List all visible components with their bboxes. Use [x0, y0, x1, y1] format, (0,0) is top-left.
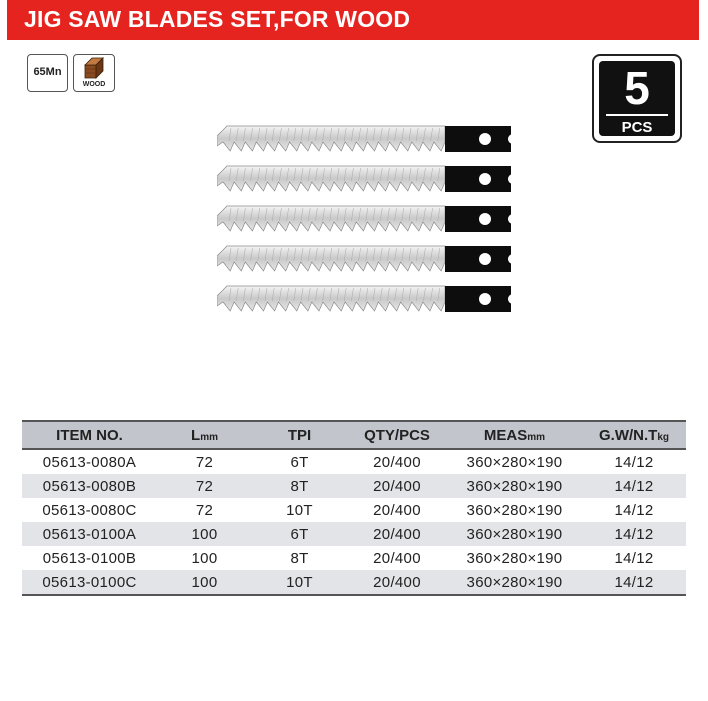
item-number: 05613-0080B [22, 474, 157, 498]
product-image [217, 124, 515, 320]
meas-cell: 360×280×190 [447, 570, 582, 595]
saw-blade [217, 166, 515, 192]
pack-unit: PCS [621, 119, 653, 136]
application-label: WOOD [82, 81, 106, 88]
weight-cell: 14/12 [582, 570, 686, 595]
saw-blade [217, 206, 515, 232]
saw-blade [217, 126, 515, 152]
weight-cell: 14/12 [614, 501, 654, 519]
meas-cell: 360×280×190 [447, 474, 582, 498]
tpi-cell: 8T [252, 474, 347, 498]
length-cell: 100 [157, 522, 252, 546]
pack-count-badge [592, 54, 682, 143]
item-number: 05613-0100B [42, 549, 137, 567]
table-row [22, 570, 686, 595]
column-header: G.W/N.Tkg [582, 421, 686, 449]
item-number: 05613-0100A [22, 522, 157, 546]
column-header: Lmm [157, 421, 252, 449]
material-badge [27, 54, 68, 92]
item-number: 05613-0080C [42, 501, 137, 519]
qty-cell: 20/400 [347, 522, 447, 546]
qty-cell: 20/400 [373, 453, 421, 471]
tpi-cell: 10T [286, 501, 313, 519]
qty-cell: 20/400 [347, 474, 447, 498]
tpi-cell: 8T [290, 549, 309, 567]
column-header: TPI [252, 421, 347, 449]
length-cell: 100 [191, 549, 218, 567]
table-header-row [22, 421, 686, 449]
meas-cell: 360×280×190 [466, 549, 563, 567]
item-number: 05613-0100C [22, 570, 157, 595]
tpi-cell: 6T [290, 453, 309, 471]
column-header: ITEM NO. [22, 421, 157, 449]
meas-cell: 360×280×190 [466, 453, 563, 471]
wood-block-icon [84, 57, 106, 79]
weight-cell: 14/12 [614, 549, 654, 567]
title-banner [7, 0, 699, 40]
length-cell: 72 [195, 501, 214, 519]
tpi-cell: 6T [252, 522, 347, 546]
length-cell: 100 [157, 570, 252, 595]
table-row [22, 498, 686, 522]
table-row [22, 546, 686, 570]
application-badge [73, 54, 115, 92]
qty-cell: 20/400 [373, 501, 421, 519]
length-cell: 72 [195, 453, 214, 471]
table-row [22, 522, 686, 546]
qty-cell: 20/400 [347, 570, 447, 595]
column-header: QTY/PCS [347, 421, 447, 449]
column-header: MEASmm [447, 421, 582, 449]
meas-cell: 360×280×190 [447, 522, 582, 546]
weight-cell: 14/12 [582, 474, 686, 498]
pack-count: 5 [624, 62, 650, 114]
item-number: 05613-0080A [42, 453, 137, 471]
tpi-cell: 10T [252, 570, 347, 595]
saw-blade [217, 246, 515, 272]
length-cell: 72 [157, 474, 252, 498]
table-row [22, 474, 686, 498]
spec-table [22, 420, 686, 596]
qty-cell: 20/400 [373, 549, 421, 567]
table-row [22, 449, 686, 474]
weight-cell: 14/12 [614, 453, 654, 471]
meas-cell: 360×280×190 [466, 501, 563, 519]
saw-blade [217, 286, 515, 312]
page-title: JIG SAW BLADES SET,FOR WOOD [24, 6, 411, 32]
weight-cell: 14/12 [582, 522, 686, 546]
material-label: 65Mn [33, 66, 62, 78]
